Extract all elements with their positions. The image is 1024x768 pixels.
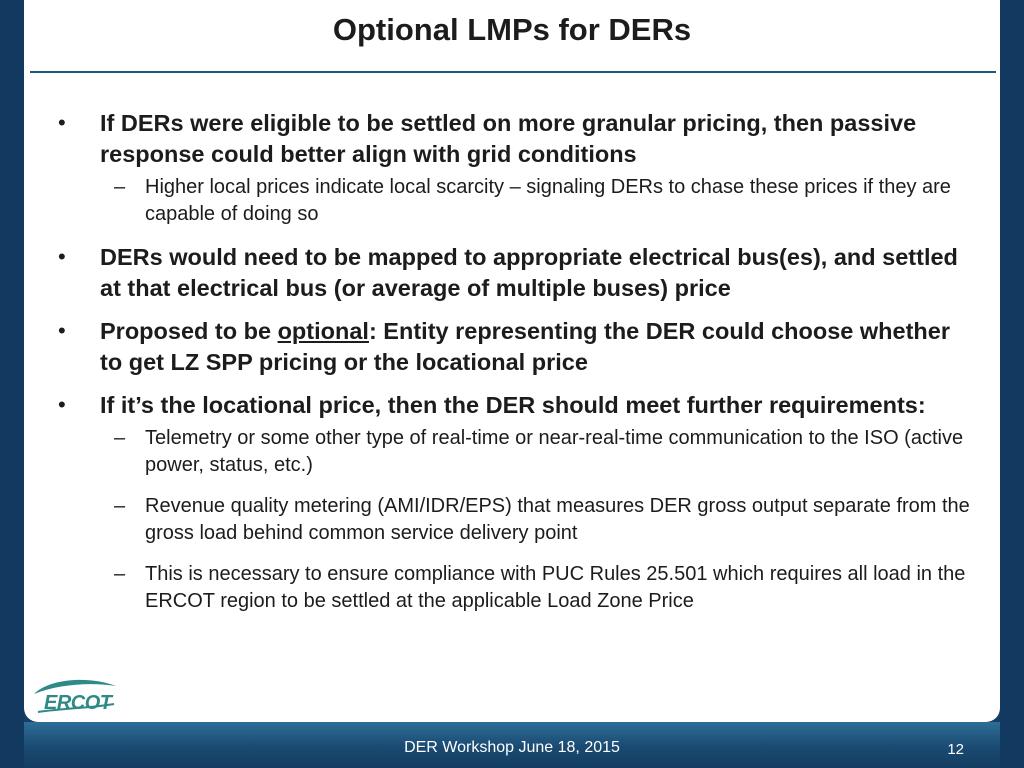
bullet-4-sub-2-text: Revenue quality metering (AMI/IDR/EPS) that measures DER gross output separate from the gross load behind common service delivery point [145, 495, 970, 544]
sub-marker: – [114, 495, 126, 517]
bullet-1-text: If DERs were eligible to be settled on more granular pricing, then passive response could better align with grid conditions [100, 110, 917, 167]
bullet-1-sub-1 [24, 174, 1000, 228]
bullet-marker: • [58, 244, 66, 269]
slide [24, 0, 1000, 722]
bullet-4-sub-2 [24, 493, 1000, 547]
bullet-4-sub-1 [24, 425, 1000, 479]
bullet-2-text: DERs would need to be mapped to appropriate electrical bus(es), and settled at that electrical bus (or average of multiple buses) price [100, 244, 958, 301]
footer-bar [24, 722, 1000, 768]
bullet-3 [24, 316, 1000, 378]
bullet-3-text [100, 316, 960, 378]
bullet-1-sub-1-text: Higher local prices indicate local scarcity – signaling DERs to chase these prices if they are capable of doing so [145, 176, 951, 225]
slide-title: Optional LMPs for DERs [332, 12, 692, 47]
sub-marker: – [114, 427, 126, 449]
slide-content [24, 108, 1000, 629]
footer-caption: DER Workshop June 18, 2015 [404, 739, 620, 756]
bullet-2 [24, 242, 1000, 304]
bullet-4 [24, 390, 1000, 615]
left-frame [0, 0, 24, 768]
bullet-1 [24, 108, 1000, 228]
bullet-4-text: If it’s the locational price, then the DER should meet further requirements: [100, 392, 926, 418]
bullet-3-pre: Proposed to be [100, 318, 278, 344]
bullet-marker: • [58, 318, 66, 343]
bullet-marker: • [58, 392, 66, 417]
sub-marker: – [114, 563, 126, 585]
bullet-marker: • [58, 110, 66, 135]
right-frame [1000, 0, 1024, 768]
title-divider [30, 71, 996, 73]
bullet-4-sub-3 [24, 561, 1000, 615]
ercot-logo-text: ERCOT [44, 692, 112, 714]
bullet-3-underlined: optional [277, 318, 369, 344]
bullet-3-post: : Entity representing the DER could choose whether to get LZ SPP pricing or the locational price [100, 318, 951, 375]
bullet-4-sub-3-text: This is necessary to ensure compliance with PUC Rules 25.501 which requires all load in the ERCOT region to be settled at the applicable Load Zone Price [145, 563, 966, 612]
sub-marker: – [114, 176, 126, 198]
page-number: 12 [947, 741, 964, 758]
bullet-4-sub-1-text: Telemetry or some other type of real-time or near-real-time communication to the ISO (active power, status, etc.) [145, 427, 964, 476]
